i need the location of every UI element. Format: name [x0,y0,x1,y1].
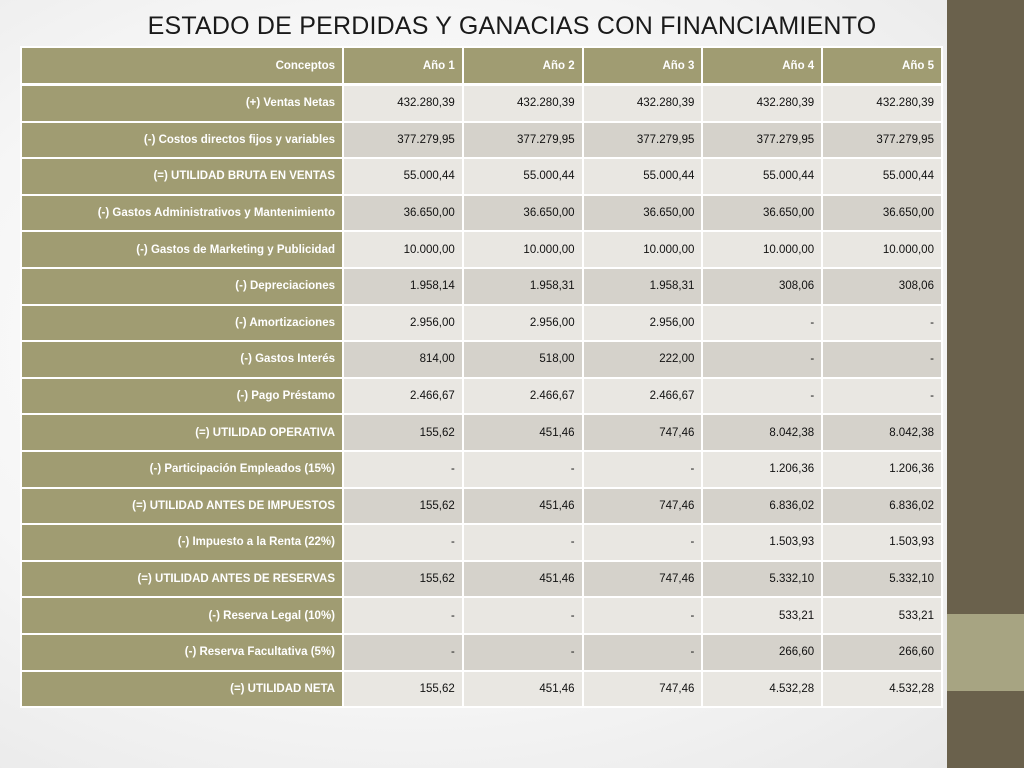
value-cell-year-3: 1.958,31 [583,268,703,305]
row-concept-label: (=) UTILIDAD NETA [21,671,343,708]
value-cell-year-2: 451,46 [463,561,583,598]
table-row [21,378,942,415]
value-cell-year-5: 1.206,36 [822,451,942,488]
row-concept-label: (-) Reserva Legal (10%) [21,597,343,634]
value-cell-year-1: 814,00 [343,341,463,378]
table-row [21,451,942,488]
side-band [947,0,1024,768]
value-cell-year-1: 1.958,14 [343,268,463,305]
table-row [21,488,942,525]
value-cell-year-2: 451,46 [463,671,583,708]
value-cell-year-3: 10.000,00 [583,231,703,268]
table-row [21,414,942,451]
value-cell-year-1: - [343,634,463,671]
value-cell-year-2: 10.000,00 [463,231,583,268]
value-cell-year-2: 377.279,95 [463,122,583,159]
value-cell-year-5: 6.836,02 [822,488,942,525]
value-cell-year-4: 533,21 [702,597,822,634]
value-cell-year-3: 377.279,95 [583,122,703,159]
value-cell-year-5: 1.503,93 [822,524,942,561]
value-cell-year-4: 1.503,93 [702,524,822,561]
table-row [21,561,942,598]
value-cell-year-1: 155,62 [343,561,463,598]
value-cell-year-4: 308,06 [702,268,822,305]
value-cell-year-1: 36.650,00 [343,195,463,232]
table-row [21,524,942,561]
value-cell-year-5: - [822,378,942,415]
value-cell-year-2: 432.280,39 [463,85,583,122]
value-cell-year-4: 10.000,00 [702,231,822,268]
value-cell-year-1: 2.956,00 [343,305,463,342]
value-cell-year-5: 8.042,38 [822,414,942,451]
value-cell-year-3: 222,00 [583,341,703,378]
column-header-concepts: Conceptos [21,47,343,85]
side-band-accent [947,614,1024,691]
column-header-year-3: Año 3 [583,47,703,85]
value-cell-year-3: 2.956,00 [583,305,703,342]
value-cell-year-5: 36.650,00 [822,195,942,232]
value-cell-year-4: 55.000,44 [702,158,822,195]
value-cell-year-1: - [343,451,463,488]
table-body [21,85,942,708]
column-header-year-1: Año 1 [343,47,463,85]
value-cell-year-4: 266,60 [702,634,822,671]
table-row [21,231,942,268]
value-cell-year-1: 377.279,95 [343,122,463,159]
value-cell-year-5: - [822,341,942,378]
value-cell-year-4: 377.279,95 [702,122,822,159]
value-cell-year-1: 432.280,39 [343,85,463,122]
table-row [21,268,942,305]
value-cell-year-2: 451,46 [463,488,583,525]
value-cell-year-1: 155,62 [343,488,463,525]
value-cell-year-4: 8.042,38 [702,414,822,451]
value-cell-year-3: - [583,524,703,561]
table-header-row [21,47,942,85]
table-row [21,158,942,195]
table-row [21,195,942,232]
value-cell-year-4: 4.532,28 [702,671,822,708]
value-cell-year-5: 5.332,10 [822,561,942,598]
column-header-year-5: Año 5 [822,47,942,85]
value-cell-year-5: 55.000,44 [822,158,942,195]
value-cell-year-3: 747,46 [583,488,703,525]
value-cell-year-1: - [343,524,463,561]
value-cell-year-3: 747,46 [583,671,703,708]
value-cell-year-4: - [702,378,822,415]
value-cell-year-5: - [822,305,942,342]
value-cell-year-4: 5.332,10 [702,561,822,598]
row-concept-label: (=) UTILIDAD BRUTA EN VENTAS [21,158,343,195]
value-cell-year-3: - [583,451,703,488]
table-row [21,634,942,671]
value-cell-year-1: 55.000,44 [343,158,463,195]
row-concept-label: (-) Participación Empleados (15%) [21,451,343,488]
value-cell-year-5: 377.279,95 [822,122,942,159]
row-concept-label: (-) Gastos Administrativos y Mantenimiento [21,195,343,232]
row-concept-label: (-) Costos directos fijos y variables [21,122,343,159]
value-cell-year-1: - [343,597,463,634]
value-cell-year-1: 2.466,67 [343,378,463,415]
value-cell-year-2: - [463,451,583,488]
value-cell-year-3: 747,46 [583,561,703,598]
row-concept-label: (-) Pago Préstamo [21,378,343,415]
table-row [21,597,942,634]
value-cell-year-5: 533,21 [822,597,942,634]
value-cell-year-1: 155,62 [343,414,463,451]
table-row [21,85,942,122]
value-cell-year-2: 2.956,00 [463,305,583,342]
value-cell-year-3: - [583,597,703,634]
table-row [21,305,942,342]
value-cell-year-2: - [463,524,583,561]
row-concept-label: (=) UTILIDAD OPERATIVA [21,414,343,451]
column-header-year-2: Año 2 [463,47,583,85]
value-cell-year-4: - [702,305,822,342]
value-cell-year-3: - [583,634,703,671]
income-statement-table [20,46,943,708]
row-concept-label: (=) UTILIDAD ANTES DE RESERVAS [21,561,343,598]
row-concept-label: (-) Reserva Facultativa (5%) [21,634,343,671]
table-row [21,341,942,378]
value-cell-year-2: 2.466,67 [463,378,583,415]
value-cell-year-5: 432.280,39 [822,85,942,122]
value-cell-year-5: 266,60 [822,634,942,671]
row-concept-label: (+) Ventas Netas [21,85,343,122]
row-concept-label: (=) UTILIDAD ANTES DE IMPUESTOS [21,488,343,525]
row-concept-label: (-) Amortizaciones [21,305,343,342]
value-cell-year-1: 155,62 [343,671,463,708]
row-concept-label: (-) Impuesto a la Renta (22%) [21,524,343,561]
value-cell-year-3: 747,46 [583,414,703,451]
value-cell-year-4: 432.280,39 [702,85,822,122]
value-cell-year-3: 432.280,39 [583,85,703,122]
value-cell-year-2: 451,46 [463,414,583,451]
value-cell-year-4: 6.836,02 [702,488,822,525]
value-cell-year-3: 36.650,00 [583,195,703,232]
value-cell-year-5: 308,06 [822,268,942,305]
value-cell-year-4: 1.206,36 [702,451,822,488]
value-cell-year-3: 55.000,44 [583,158,703,195]
value-cell-year-2: 518,00 [463,341,583,378]
value-cell-year-2: 1.958,31 [463,268,583,305]
value-cell-year-1: 10.000,00 [343,231,463,268]
page-title: ESTADO DE PERDIDAS Y GANACIAS CON FINANCIAMIENTO [147,12,877,40]
table-row [21,122,942,159]
value-cell-year-4: 36.650,00 [702,195,822,232]
table-row [21,671,942,708]
value-cell-year-2: 55.000,44 [463,158,583,195]
value-cell-year-2: - [463,634,583,671]
value-cell-year-2: 36.650,00 [463,195,583,232]
value-cell-year-5: 4.532,28 [822,671,942,708]
value-cell-year-2: - [463,597,583,634]
value-cell-year-4: - [702,341,822,378]
value-cell-year-5: 10.000,00 [822,231,942,268]
value-cell-year-3: 2.466,67 [583,378,703,415]
column-header-year-4: Año 4 [702,47,822,85]
row-concept-label: (-) Gastos Interés [21,341,343,378]
row-concept-label: (-) Gastos de Marketing y Publicidad [21,231,343,268]
row-concept-label: (-) Depreciaciones [21,268,343,305]
